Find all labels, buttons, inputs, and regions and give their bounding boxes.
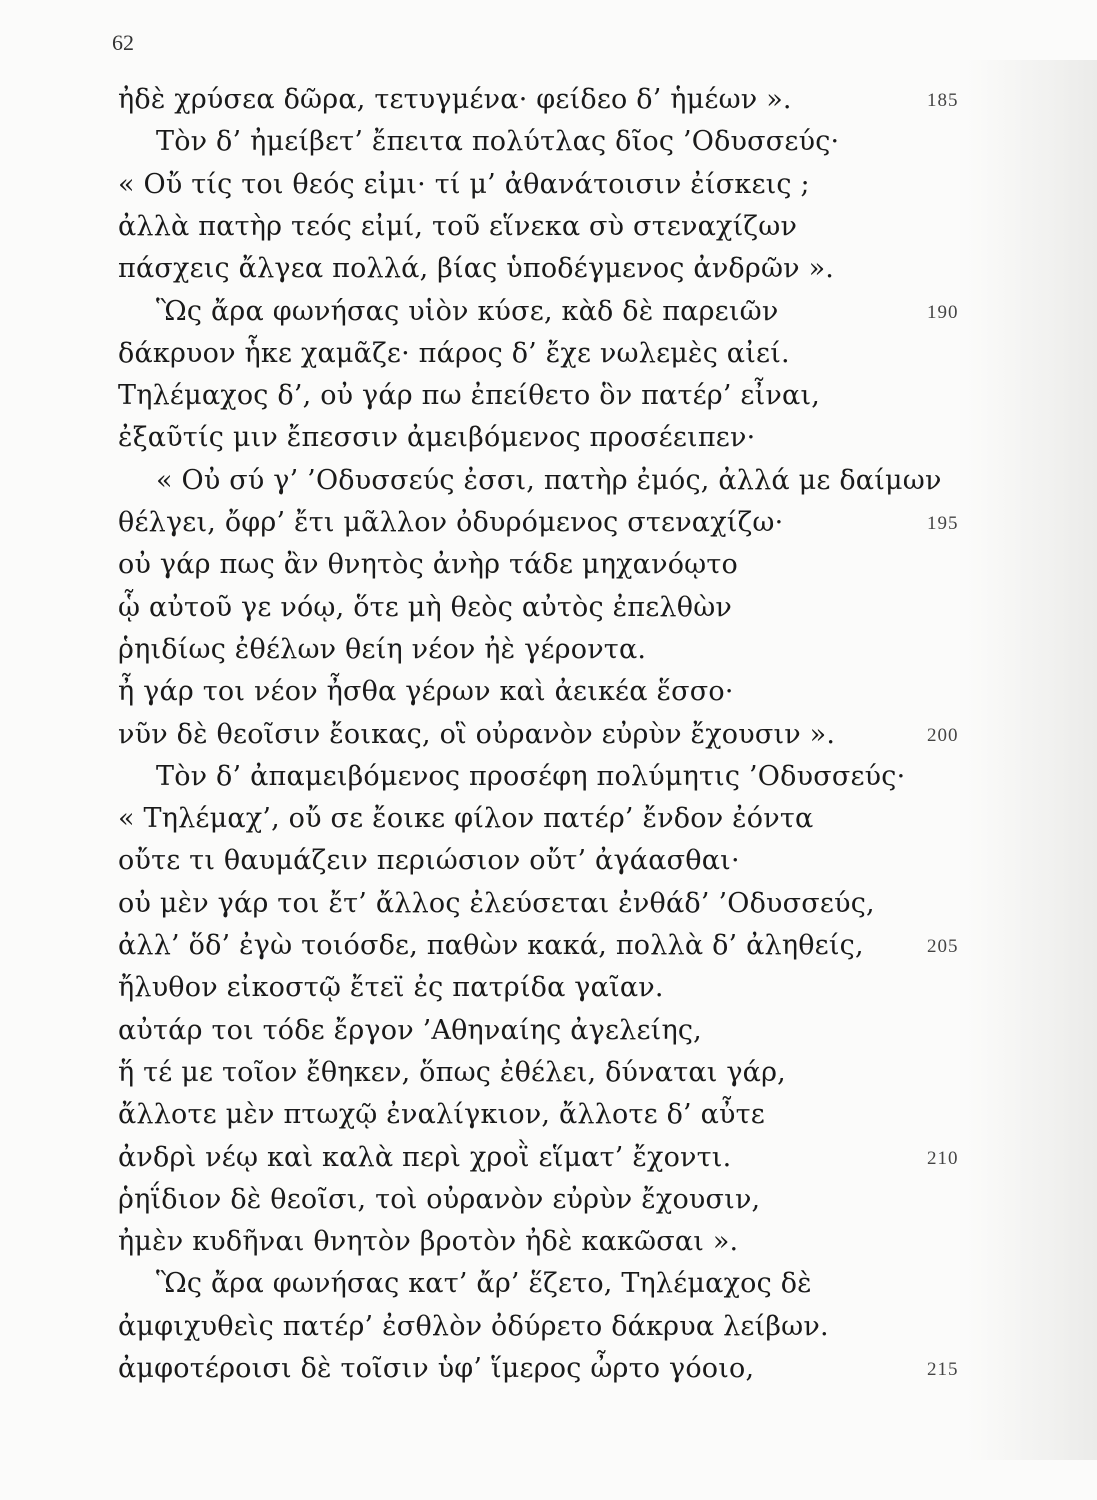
- verse-text: ἐξαῦτίς μιν ἔπεσσιν ἀμειβόμενος προσέειπεν·: [118, 422, 756, 454]
- line-number: 205: [927, 936, 959, 957]
- verse-line: [0, 418, 1097, 458]
- verse-line: [0, 757, 1097, 797]
- verse-text: ῥηΐδιον δὲ θεοῖσι, τοὶ οὐρανὸν εὐρὺν ἔχουσιν,: [118, 1183, 761, 1215]
- verse-line: [0, 334, 1097, 374]
- verse-line: [0, 1349, 1097, 1389]
- verse-text: ᾧ αὐτοῦ γε νόῳ, ὅτε μὴ θεὸς αὐτὸς ἐπελθὼν: [118, 591, 733, 623]
- verse-text: οὔτε τι θαυμάζειν περιώσιον οὔτ’ ἀγάασθαι·: [118, 845, 740, 877]
- verse-line: [0, 1011, 1097, 1051]
- verse-line: [0, 799, 1097, 839]
- verse-text: ῥηιδίως ἐθέλων θείη νέον ἠὲ γέροντα.: [118, 633, 647, 665]
- verse-text: ἤλυθον εἰκοστῷ ἔτεϊ ἐς πατρίδα γαῖαν.: [118, 972, 664, 1004]
- verse-line: [0, 1138, 1097, 1178]
- verse-line: [0, 630, 1097, 670]
- verse-line: [0, 1095, 1097, 1135]
- verse-text: ἀλλ’ ὅδ’ ἐγὼ τοιόσδε, παθὼν κακά, πολλὰ δ’ ἀληθείς,: [118, 930, 864, 961]
- verse-line: [0, 207, 1097, 247]
- verse-text: οὐ γάρ πως ἂν θνητὸς ἀνὴρ τάδε μηχανόῳτο: [118, 549, 738, 581]
- verse-text: « Τηλέμαχ’, οὔ σε ἔοικε φίλον πατέρ’ ἔνδον ἐόντα: [118, 803, 814, 835]
- line-number: 215: [927, 1359, 959, 1380]
- verse-line: [0, 841, 1097, 881]
- page-number: 62: [112, 30, 134, 55]
- verse-line: [0, 672, 1097, 712]
- verse-line: [0, 1222, 1097, 1262]
- verse-line: [0, 1307, 1097, 1347]
- verse-text: Τηλέμαχος δ’, οὐ γάρ πω ἐπείθετο ὃν πατέρ’ εἶναι,: [118, 380, 821, 412]
- verse-line: [0, 376, 1097, 416]
- verse-line: [0, 926, 1097, 966]
- verse-text: ἀμφοτέροισι δὲ τοῖσιν ὑφ’ ἵμερος ὦρτο γόοιο,: [118, 1353, 755, 1384]
- verse-line: [0, 588, 1097, 628]
- verse-text: Ὣς ἄρα φωνήσας κατ’ ἄρ’ ἕζετο, Τηλέμαχος δὲ: [156, 1268, 812, 1300]
- verse-line: [0, 292, 1097, 332]
- verse-text: ἦ γάρ τοι νέον ἦσθα γέρων καὶ ἀεικέα ἕσσο·: [118, 676, 734, 708]
- verse-text: ἀνδρὶ νέῳ καὶ καλὰ περὶ χροῒ εἵματ’ ἔχοντι.: [118, 1141, 732, 1173]
- verse-line: [0, 122, 1097, 162]
- verse-text: δάκρυον ἧκε χαμᾶζε· πάρος δ’ ἔχε νωλεμὲς αἰεί.: [118, 337, 790, 369]
- verse-text: Τὸν δ’ ἠμείβετ’ ἔπειτα πολύτλας δῖος ’Οδυσσεύς·: [156, 126, 840, 158]
- line-number: 190: [927, 301, 959, 323]
- line-number: 200: [927, 724, 959, 746]
- verse-text: ἄλλοτε μὲν πτωχῷ ἐναλίγκιον, ἄλλοτε δ’ αὖτε: [118, 1099, 765, 1131]
- verse-line: [0, 1264, 1097, 1304]
- verse-line: [0, 249, 1097, 289]
- verse-line: [0, 1180, 1097, 1220]
- line-number: 210: [927, 1147, 959, 1169]
- verse-text: ἠμὲν κυδῆναι θνητὸν βροτὸν ἠδὲ κακῶσαι ».: [118, 1226, 739, 1258]
- line-number: 195: [927, 513, 959, 534]
- verse-line: [0, 165, 1097, 205]
- verse-line: [0, 968, 1097, 1008]
- verse-line: [0, 503, 1097, 543]
- verse-text: « Οὐ σύ γ’ ’Οδυσσεύς ἐσσι, πατὴρ ἐμός, ἀλλά με δαίμων: [156, 464, 942, 496]
- verse-text: πάσχεις ἄλγεα πολλά, βίας ὑποδέγμενος ἀνδρῶν ».: [118, 253, 835, 285]
- verse-line: [0, 1053, 1097, 1093]
- verse-text: οὐ μὲν γάρ τοι ἔτ’ ἄλλος ἐλεύσεται ἐνθάδ’ ’Οδυσσεύς,: [118, 887, 875, 919]
- verse-text: θέλγει, ὄφρ’ ἔτι μᾶλλον ὀδυρόμενος στεναχίζω·: [118, 507, 784, 538]
- verse-text: ἠδὲ χρύσεα δῶρα, τετυγμένα· φείδεο δ’ ἡμέων ».: [118, 84, 792, 115]
- verse-text: Ὣς ἄρα φωνήσας υἱὸν κύσε, κὰδ δὲ παρειῶν: [156, 295, 779, 327]
- verse-text: « Οὔ τίς τοι θεός εἰμι· τί μ’ ἀθανάτοισιν ἐίσκεις ;: [118, 168, 810, 200]
- verse-text: ἀλλὰ πατὴρ τεός εἰμί, τοῦ εἵνεκα σὺ στεναχίζων: [118, 210, 798, 242]
- verse-line: [0, 461, 1097, 501]
- verse-line: [0, 545, 1097, 585]
- verse-text: νῦν δὲ θεοῖσιν ἔοικας, οἳ οὐρανὸν εὐρὺν ἔχουσιν ».: [118, 718, 836, 750]
- verse-text: Τὸν δ’ ἀπαμειβόμενος προσέφη πολύμητις ’Οδυσσεύς·: [156, 760, 906, 792]
- verse-line: [0, 884, 1097, 924]
- verse-line: [0, 715, 1097, 755]
- line-number: 185: [927, 90, 959, 111]
- verse-text: ἀμφιχυθεὶς πατέρ’ ἐσθλὸν ὀδύρετο δάκρυα λείβων.: [118, 1310, 829, 1342]
- verse-line: [0, 80, 1097, 120]
- verse-text: ἥ τέ με τοῖον ἔθηκεν, ὅπως ἐθέλει, δύναται γάρ,: [118, 1056, 786, 1088]
- verse-text: αὐτάρ τοι τόδε ἔργον ’Αθηναίης ἀγελείης,: [118, 1014, 702, 1046]
